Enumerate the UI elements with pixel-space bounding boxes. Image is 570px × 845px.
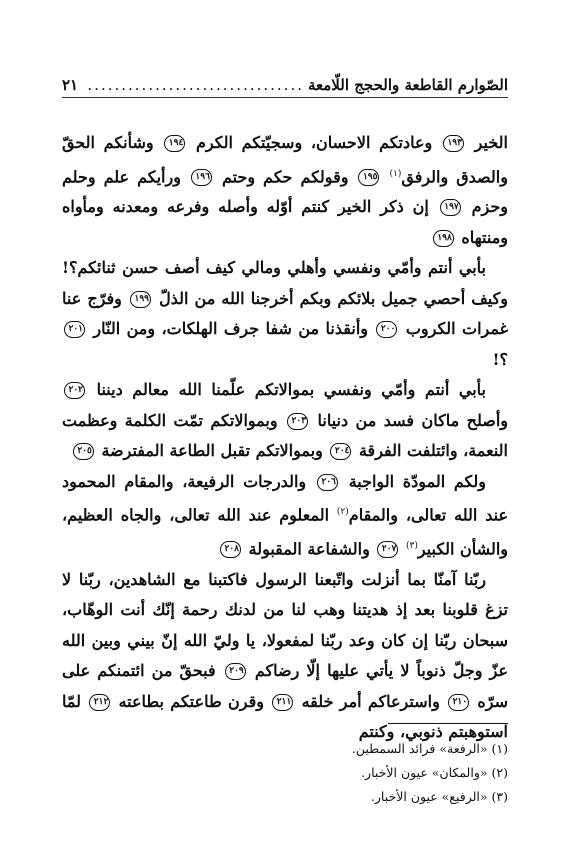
footnote-2: (٢) «والمكان» عيون الأخبار. bbox=[361, 765, 508, 780]
text-span: بأبي أنتم وأمّي ونفسي بموالاتكم علّمنا الله معالم ديننا bbox=[96, 380, 486, 400]
text-span: وقرن طاعتكم بطاعته bbox=[118, 691, 264, 711]
verse-marker: ١٩٥ bbox=[358, 169, 379, 186]
text-span: الخير bbox=[474, 133, 508, 152]
text-span: المعلوم عند الله تعالى، والجاه العظيم، والشأن الكبير bbox=[62, 505, 508, 559]
text-span: والدرجات الرفيعة، والمقام المحمود عند الله تعالى، والمقام bbox=[62, 471, 508, 525]
book-title: الصّوارم القاطعة والحجج اللّامعة bbox=[307, 76, 508, 94]
verse-marker: ٢٠٦ bbox=[317, 474, 338, 491]
text-span: والشفاعة المقبولة bbox=[248, 539, 370, 559]
footnote-ref: (٢) bbox=[336, 507, 349, 518]
verse-marker: ٢٠٩ bbox=[225, 663, 246, 680]
verse-marker: ٢١٠ bbox=[448, 694, 469, 711]
footnote-ref: (٣) bbox=[405, 541, 418, 552]
verse-marker: ٢٠٣ bbox=[287, 413, 308, 430]
footnote-ref: (١) bbox=[389, 168, 402, 179]
footnote-1: (١) «الرفعة» فرائد السمطين. bbox=[351, 741, 508, 756]
text-span: وقولكم حكم وحتم bbox=[221, 166, 349, 186]
header-leader-dots: ................................ bbox=[87, 76, 304, 94]
text-span: وبموالاتكم تمّت الكلمة وعظمت النعمة، وائتلفت الفرقة bbox=[62, 410, 508, 461]
paragraph-3 bbox=[62, 375, 508, 467]
paragraph-1 bbox=[62, 128, 508, 253]
text-span: لمّا استوهبتم ذنوبي، وكنتم bbox=[62, 691, 508, 742]
footnotes bbox=[62, 737, 508, 809]
text-span: بأبي أنتم وأمّي ونفسي وأهلي ومالي كيف أصف حسن ثنائكم؟! وكيف أحصي جميل بلائكم وبكم أخرجنا الله من الذلّ bbox=[62, 258, 508, 308]
paragraph-2 bbox=[62, 253, 508, 375]
verse-marker: ٢٠٧ bbox=[377, 541, 398, 558]
verse-marker: ٢١٢ bbox=[89, 694, 110, 711]
text-span: وشأنكم الحقّ والصدق والرفق bbox=[62, 133, 508, 186]
verse-marker: ١٩٤ bbox=[164, 135, 185, 152]
text-span: فبحقّ من ائتمنكم على سرّه bbox=[62, 661, 509, 711]
text-span: وبموالاتكم تقبل الطاعة المفترضة bbox=[101, 441, 323, 461]
text-span: إن ذكر الخير كنتم أوّله وأصله وفرعه ومعدنه ومأواه ومنتهاه bbox=[62, 197, 508, 247]
text-span: وأصلح ماكان فسد من دنيانا bbox=[317, 410, 509, 430]
running-header bbox=[62, 76, 508, 98]
footnote-divider bbox=[388, 723, 508, 724]
verse-marker: ٢٠٢ bbox=[64, 382, 85, 399]
text-span: ؟! bbox=[492, 349, 508, 369]
paragraph-5 bbox=[62, 565, 508, 748]
text-span: ورأيكم علم وحلم وحزم bbox=[62, 166, 508, 217]
text-span: وفرّج عنا غمرات الكروب bbox=[62, 288, 508, 339]
verse-marker: ٢٠٥ bbox=[73, 443, 94, 460]
verse-marker: ١٩٨ bbox=[433, 230, 454, 247]
footnote-3: (٣) «الرفيع» عيون الأخبار. bbox=[370, 789, 508, 804]
verse-marker: ٢١١ bbox=[272, 694, 293, 711]
text-span: ربّنا آمنّا بما أنزلت واتّبعنا الرسول فاكتبنا مع الشاهدين، ربّنا لا تزغ قلوبنا بعد إذ هديتنا وهب لنا من لدنك رحمة إنّك أنت الوهّاب، سبحان ربّنا إن كان وعد ربّنا لمفعولا، يا وليّ الله إنّ بيني وبين الله عزّ وجلّ ذنوباً لا يأتي عليها إلّا رضاكم bbox=[62, 569, 509, 681]
verse-marker: ١٩٩ bbox=[130, 291, 151, 308]
verse-marker: ٢٠٠ bbox=[376, 321, 397, 338]
text-span: واسترعاكم أمر خلقه bbox=[301, 691, 440, 711]
verse-marker: ١٩٧ bbox=[440, 199, 461, 216]
main-text bbox=[62, 128, 508, 748]
page-number: ٢١ bbox=[62, 76, 79, 94]
verse-marker: ٢٠١ bbox=[64, 321, 85, 338]
verse-marker: ١٩٣ bbox=[443, 135, 464, 152]
text-span: وعادتكم الاحسان، وسجيّتكم الكرم bbox=[196, 133, 433, 152]
text-span: ولكم المودّة الواجبة bbox=[348, 471, 486, 491]
paragraph-4 bbox=[62, 467, 508, 565]
verse-marker: ٢٠٨ bbox=[220, 541, 241, 558]
verse-marker: ٢٠٤ bbox=[330, 443, 351, 460]
verse-marker: ١٩٦ bbox=[191, 169, 212, 186]
text-span: وأنقذنا من شفا جرف الهلكات، ومن النّار bbox=[93, 319, 368, 339]
